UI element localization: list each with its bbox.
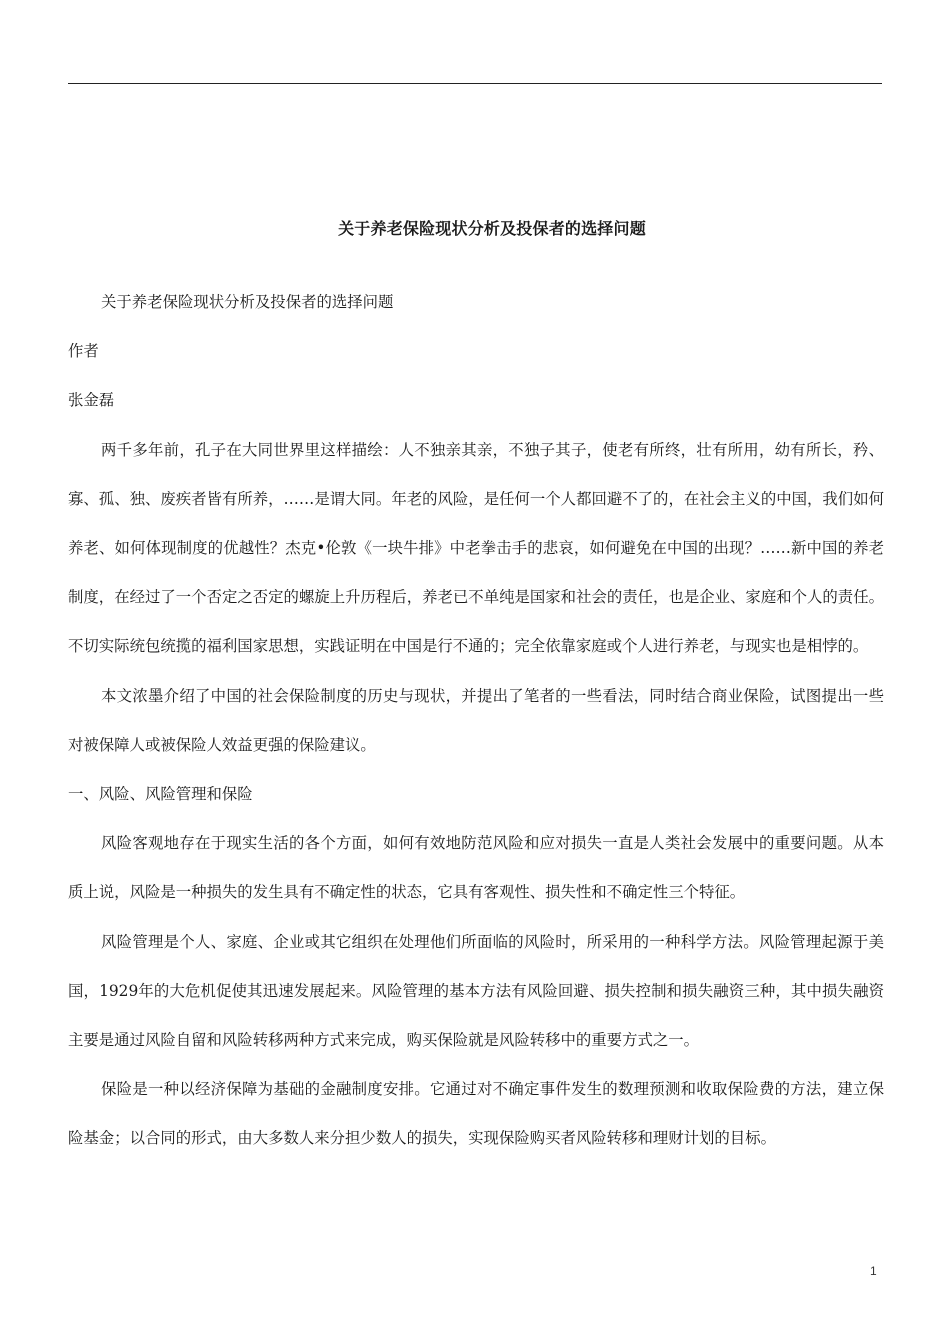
section-heading: 一、风险、风险管理和保险: [68, 785, 253, 804]
body-paragraph: 风险客观地存在于现实生活的各个方面，如何有效地防范风险和应对损失一直是人类社会发展中的重要问题。从本质上说，风险是一种损失的发生具有不确定性的状态，它具有客观性、损失性和不确定性三个特征。: [68, 834, 884, 902]
page-number: 1: [870, 1264, 877, 1278]
document-title: 关于养老保险现状分析及投保者的选择问题: [338, 219, 646, 238]
body-paragraph: 本文浓墨介绍了中国的社会保险制度的历史与现状，并提出了笔者的一些看法，同时结合商业保险，试图提出一些对被保障人或被保险人效益更强的保险建议。: [68, 686, 884, 754]
document-body: [68, 278, 884, 1164]
body-paragraph: 保险是一种以经济保障为基础的金融制度安排。它通过对不确定事件发生的数理预测和收取保险费的方法，建立保险基金；以合同的形式，由大多数人来分担少数人的损失，实现保险购买者风险转移和理财计划的目标。: [68, 1080, 884, 1148]
body-paragraph: 风险管理是个人、家庭、企业或其它组织在处理他们所面临的风险时，所采用的一种科学方法。风险管理起源于美国，1929年的大危机促使其迅速发展起来。风险管理的基本方法有风险回避、损失控制和损失融资三种，其中损失融资主要是通过风险自留和风险转移两种方式来完成，购买保险就是风险转移中的重要方式之一。: [68, 932, 884, 1050]
author-label: 作者: [68, 342, 99, 361]
body-paragraph: 两千多年前，孔子在大同世界里这样描绘：人不独亲其亲，不独子其子，使老有所终，壮有所用，幼有所长，矜、寡、孤、独、废疾者皆有所养，……是谓大同。年老的风险，是任何一个人都回避不了的，在社会主义的中国，我们如何养老、如何体现制度的优越性？杰克•伦敦《一块牛排》中老拳击手的悲哀，如何避免在中国的出现？……新中国的养老制度，在经过了一个否定之否定的螺旋上升历程后，养老已不单纯是国家和社会的责任，也是企业、家庭和个人的责任。不切实际统包统揽的福利国家思想，实践证明在中国是行不通的；完全依靠家庭或个人进行养老，与现实也是相悖的。: [68, 440, 884, 656]
subtitle-paragraph: 关于养老保险现状分析及投保者的选择问题: [101, 293, 394, 311]
header-rule: [68, 83, 882, 84]
author-name: 张金磊: [68, 391, 115, 410]
